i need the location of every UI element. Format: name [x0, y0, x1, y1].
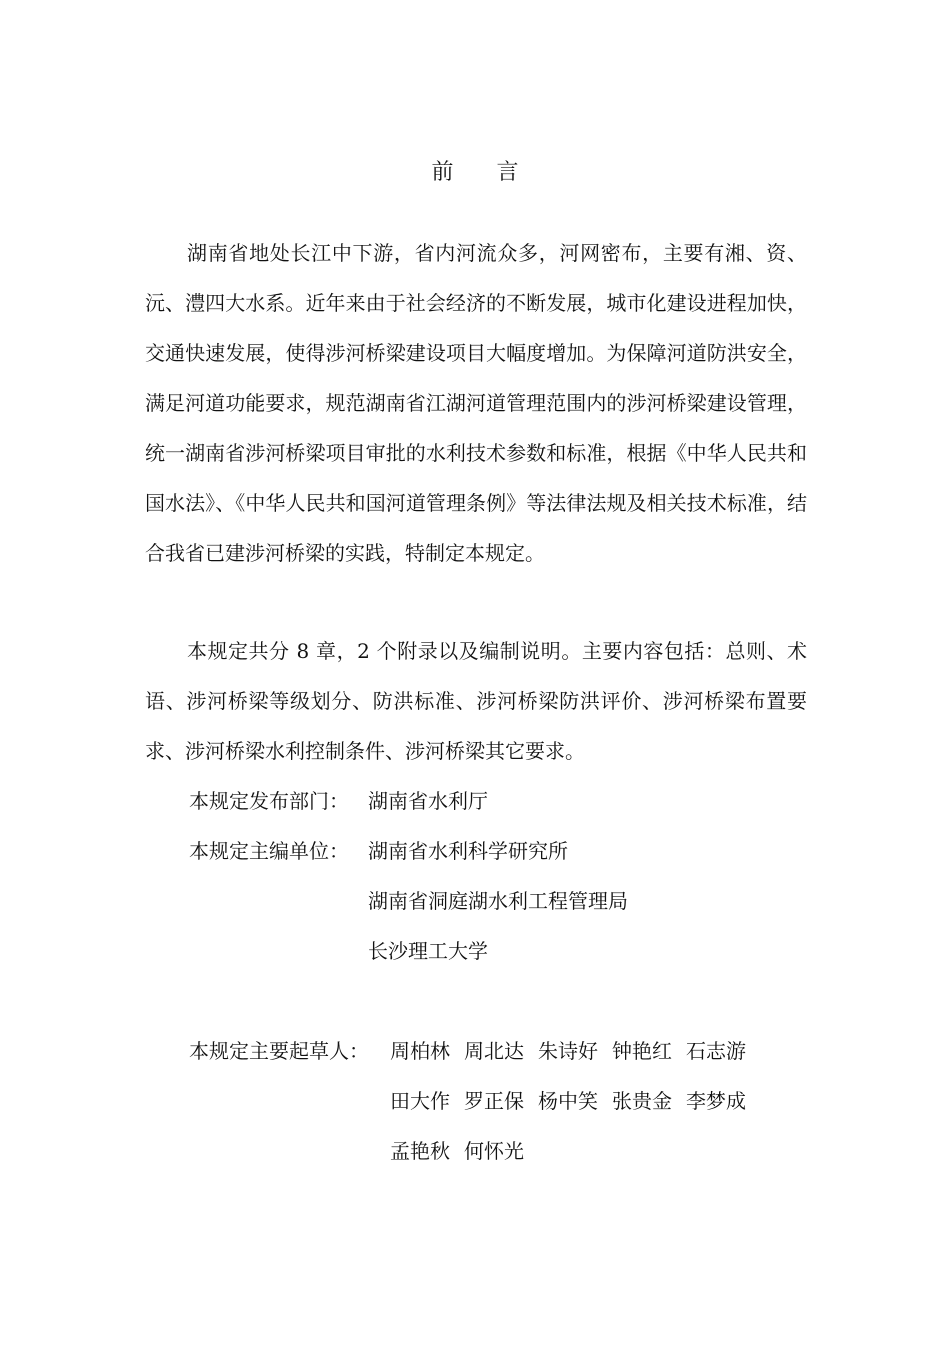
drafter-name: 张贵金	[612, 1089, 672, 1113]
publisher-label: 本规定发布部门：	[189, 789, 349, 813]
editors-label: 本规定主编单位：	[189, 839, 349, 863]
editor-unit: 湖南省洞庭湖水利工程管理局	[368, 889, 628, 913]
editor-unit: 湖南省水利科学研究所	[368, 839, 568, 863]
drafter-name: 石志游	[686, 1039, 746, 1063]
intro-paragraph: 湖南省地处长江中下游，省内河流众多，河网密布，主要有湘、资、沅、澧四大水系。近年来由于社会经济的不断发展，城市化建设进程加快，交通快速发展，使得涉河桥梁建设项目大幅度增加。为保障河道防洪安全，满足河道功能要求，规范湖南省江湖河道管理范围内的涉河桥梁建设管理，统一湖南省涉河桥梁项目审批的水利技术参数和标准，根据《中华人民共和国水法》、《中华人民共和国河道管理条例》等法律法规及相关技术标准，结合我省已建涉河桥梁的实践，特制定本规定。	[145, 241, 807, 565]
drafters-row	[390, 1076, 760, 1126]
drafter-name: 何怀光	[464, 1139, 524, 1163]
drafter-name: 孟艳秋	[390, 1139, 450, 1163]
drafters-row	[390, 1126, 538, 1176]
drafter-name: 钟艳红	[612, 1039, 672, 1063]
drafter-name: 周柏林	[390, 1039, 450, 1063]
page-title: 前 言	[431, 160, 537, 185]
drafters-row	[390, 1026, 760, 1076]
editor-unit: 长沙理工大学	[368, 939, 488, 963]
drafter-name: 罗正保	[464, 1089, 524, 1113]
content-paragraph: 本规定共分 8 章，2 个附录以及编制说明。主要内容包括：总则、术语、涉河桥梁等级划分、防洪标准、涉河桥梁防洪评价、涉河桥梁布置要求、涉河桥梁水利控制条件、涉河桥梁其它要求。	[145, 639, 807, 763]
drafter-name: 李梦成	[686, 1089, 746, 1113]
drafter-name: 杨中笑	[538, 1089, 598, 1113]
drafter-name: 田大作	[390, 1089, 450, 1113]
drafters-label: 本规定主要起草人：	[189, 1039, 369, 1063]
publisher-value: 湖南省水利厅	[368, 789, 488, 813]
drafter-name: 朱诗好	[538, 1039, 598, 1063]
drafter-name: 周北达	[464, 1039, 524, 1063]
